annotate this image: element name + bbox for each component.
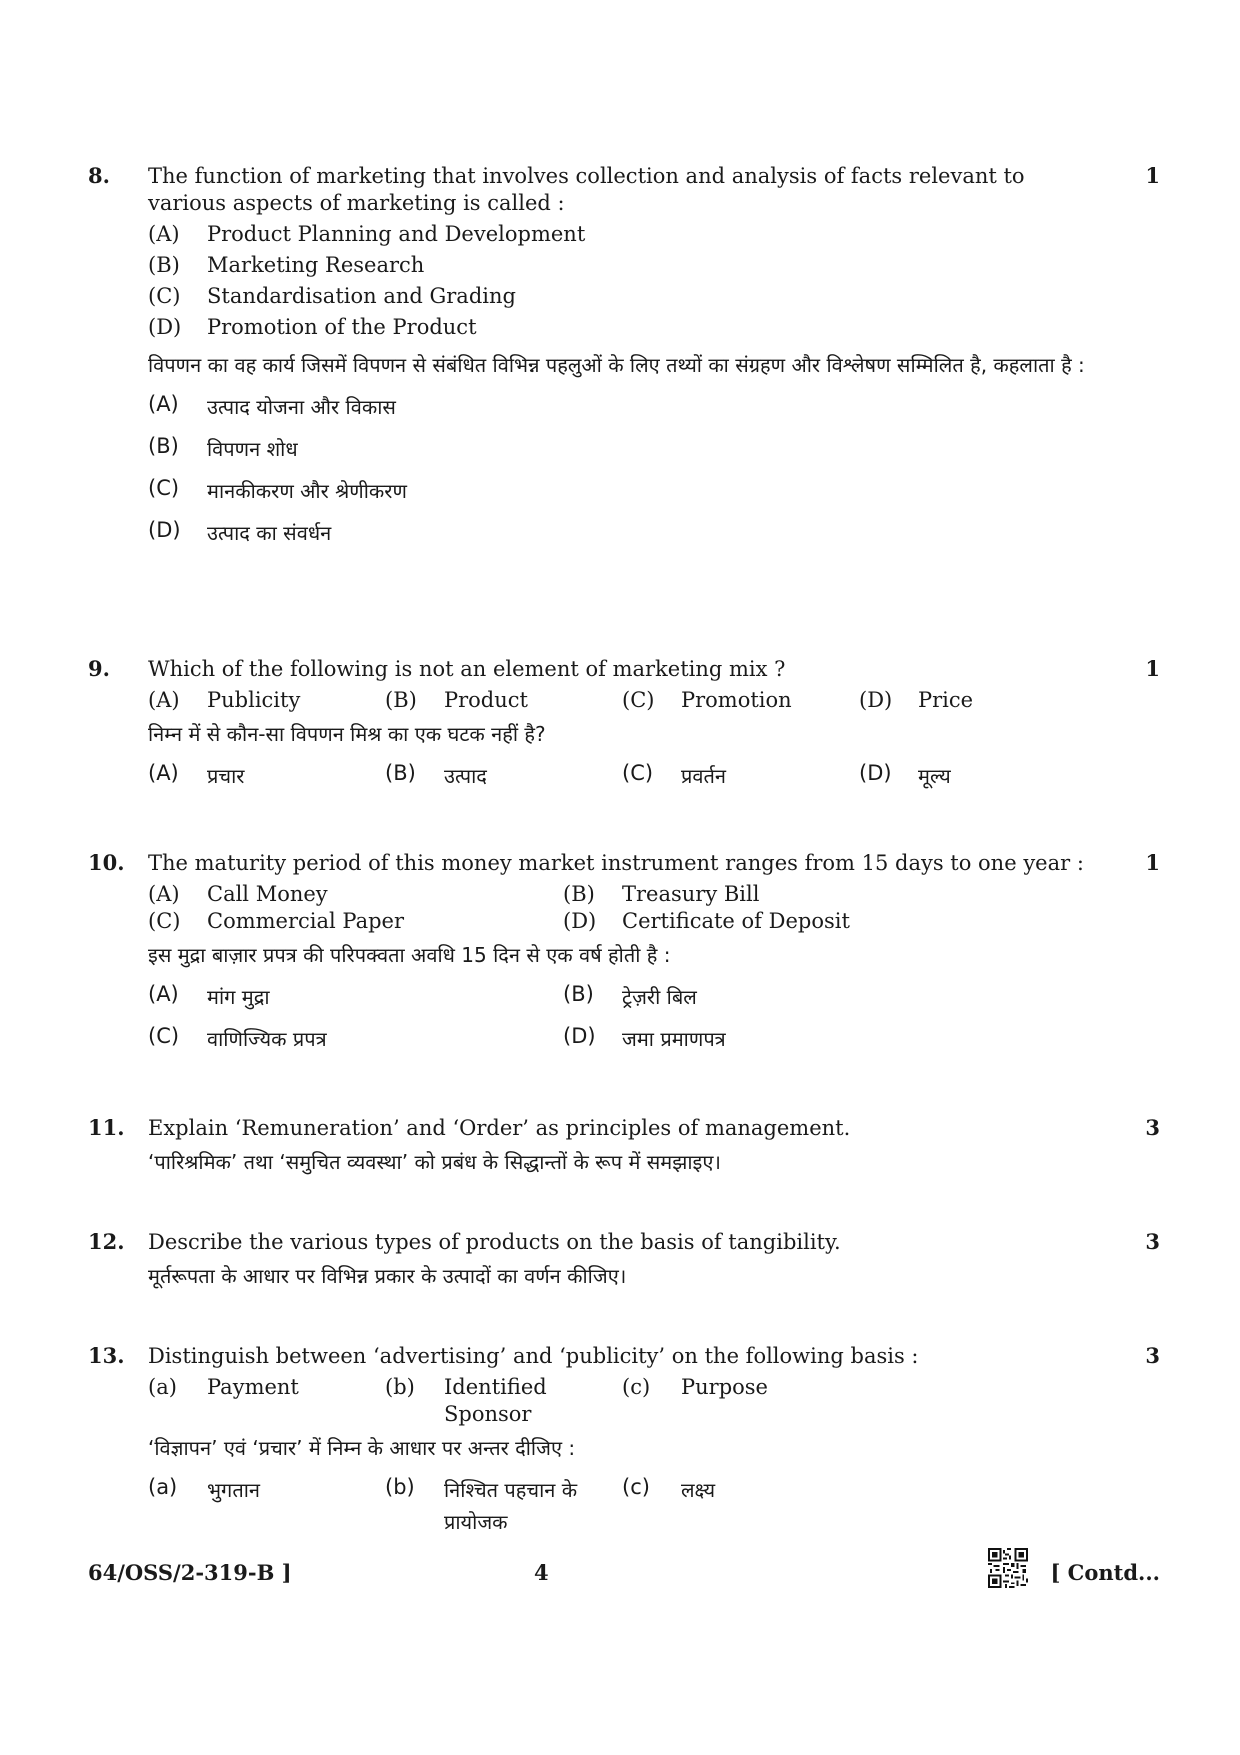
option-text: Commercial Paper — [207, 909, 405, 933]
marks: 3 — [1145, 1115, 1160, 1140]
option-text: मांग मुद्रा — [207, 985, 270, 1009]
option-text: वाणिज्यिक प्रपत्र — [207, 1027, 327, 1051]
option-label: (b) — [385, 1375, 415, 1399]
question-text-hi: इस मुद्रा बाज़ार प्रपत्र की परिपक्वता अवधि 15 दिन से एक वर्ष होती है : — [148, 943, 671, 967]
option-label: (D) — [563, 1024, 596, 1048]
options-row-hi — [148, 760, 1100, 792]
option-label: (c) — [622, 1375, 651, 1399]
option-b-hi — [563, 981, 697, 1013]
option-a-hi — [148, 981, 563, 1013]
option-label: (C) — [148, 284, 181, 308]
option-label: (A) — [148, 392, 179, 416]
marks: 1 — [1145, 656, 1160, 681]
marks: 1 — [1145, 163, 1160, 188]
option-text: Certificate of Deposit — [622, 909, 850, 933]
option-a-hi — [148, 1474, 385, 1538]
question-13 — [88, 1343, 1160, 1538]
option-c-en — [148, 908, 563, 935]
option-text: Promotion — [681, 688, 792, 712]
option-d-en — [859, 687, 973, 714]
question-12 — [88, 1229, 1160, 1292]
option-label: (D) — [859, 688, 893, 712]
option-text: Purpose — [681, 1375, 768, 1399]
option-text: Payment — [207, 1375, 299, 1399]
page-footer — [88, 1560, 1160, 1600]
option-d-hi — [563, 1023, 726, 1055]
option-label: (C) — [622, 761, 654, 785]
option-label: (c) — [622, 1475, 650, 1499]
option-text: जमा प्रमाणपत्र — [622, 1027, 726, 1051]
option-d-hi — [148, 517, 1100, 549]
option-b-en — [148, 252, 1100, 279]
question-text-en: Describe the various types of products on the basis of tangibility. — [148, 1230, 841, 1254]
option-c-hi — [148, 1023, 563, 1055]
option-c-en — [622, 1374, 768, 1428]
option-text: Price — [918, 688, 974, 712]
option-text: उत्पाद योजना और विकास — [207, 395, 396, 419]
option-b-hi — [385, 1474, 622, 1538]
option-c-hi — [622, 1474, 715, 1538]
option-label: (B) — [385, 761, 416, 785]
qr-code-icon — [988, 1548, 1028, 1588]
option-label: (D) — [148, 518, 181, 542]
options-row-hi — [148, 1474, 1100, 1538]
option-b-en — [385, 687, 622, 714]
question-text-en: Distinguish between ‘advertising’ and ‘publicity’ on the following basis : — [148, 1344, 919, 1368]
option-a-hi — [148, 760, 385, 792]
option-d-en — [563, 908, 850, 935]
option-text: प्रचार — [207, 764, 245, 788]
question-text-en: The function of marketing that involves collection and analysis of facts relevant to various aspects of marketing is called : — [148, 164, 1025, 215]
question-number: 11. — [88, 1115, 125, 1140]
option-b-hi — [385, 760, 622, 792]
option-c-en — [622, 687, 859, 714]
option-text: Promotion of the Product — [207, 315, 477, 339]
option-c-en — [148, 283, 1100, 310]
option-label: (B) — [148, 434, 179, 458]
question-text-hi: ‘विज्ञापन’ एवं ‘प्रचार’ में निम्न के आधार पर अन्तर दीजिए : — [148, 1436, 576, 1460]
option-c-hi — [148, 475, 1100, 507]
continued-label: [ Contd... — [1050, 1560, 1160, 1585]
option-c-hi — [622, 760, 859, 792]
option-text: विपणन शोध — [207, 437, 298, 461]
option-text: उत्पाद — [444, 764, 487, 788]
question-number: 12. — [88, 1229, 125, 1254]
option-label: (D) — [859, 761, 892, 785]
question-text-en: The maturity period of this money market instrument ranges from 15 days to one year : — [148, 851, 1084, 875]
option-b-hi — [148, 433, 1100, 465]
option-label: (D) — [563, 909, 597, 933]
option-label: (A) — [148, 688, 180, 712]
option-text: भुगतान — [207, 1478, 260, 1502]
option-label: (C) — [148, 476, 180, 500]
marks: 3 — [1145, 1343, 1160, 1368]
options-row-en — [148, 908, 1100, 935]
option-label: (B) — [385, 688, 417, 712]
option-label: (A) — [148, 982, 179, 1006]
option-text: ट्रेज़री बिल — [622, 985, 697, 1009]
option-b-en — [385, 1374, 622, 1428]
option-text: मूल्य — [918, 764, 951, 788]
option-text: उत्पाद का संवर्धन — [207, 521, 332, 545]
option-a-en — [148, 687, 385, 714]
option-text: Product — [444, 688, 528, 712]
option-label: (B) — [563, 882, 595, 906]
option-label: (a) — [148, 1375, 177, 1399]
option-text: मानकीकरण और श्रेणीकरण — [207, 479, 407, 503]
option-text: लक्ष्य — [681, 1478, 716, 1502]
options-row-en — [148, 687, 1100, 714]
page-number: 4 — [534, 1560, 549, 1585]
question-text-en: Explain ‘Remuneration’ and ‘Order’ as principles of management. — [148, 1116, 851, 1140]
question-text-hi: मूर्तरूपता के आधार पर विभिन्न प्रकार के उत्पादों का वर्णन कीजिए। — [148, 1264, 627, 1288]
option-label: (A) — [148, 882, 180, 906]
question-11 — [88, 1115, 1160, 1178]
question-text-hi: निम्न में से कौन-सा विपणन मिश्र का एक घटक नहीं है? — [148, 722, 546, 746]
option-label: (A) — [148, 761, 179, 785]
question-number: 8. — [88, 163, 110, 188]
option-label: (a) — [148, 1475, 178, 1499]
question-9 — [88, 656, 1160, 792]
option-text: Marketing Research — [207, 253, 425, 277]
question-text-hi: ‘पारिश्रमिक’ तथा ‘समुचित व्यवस्था’ को प्रबंध के सिद्धान्तों के रूप में समझाइए। — [148, 1150, 722, 1174]
option-text: प्रवर्तन — [681, 764, 726, 788]
question-number: 13. — [88, 1343, 125, 1368]
option-a-en — [148, 221, 1100, 248]
option-a-en — [148, 881, 563, 908]
option-text: Standardisation and Grading — [207, 284, 516, 308]
option-label: (B) — [148, 253, 180, 277]
question-text-hi: विपणन का वह कार्य जिसमें विपणन से संबंधित विभिन्न पहलुओं के लिए तथ्यों का संग्रहण और विश्लेषण सम्मिलित है, कहलाता है : — [148, 353, 1085, 377]
question-text-en: Which of the following is not an element of marketing mix ? — [148, 657, 786, 681]
option-label: (A) — [148, 222, 180, 246]
option-text: Identified Sponsor — [444, 1375, 547, 1426]
option-text: Product Planning and Development — [207, 222, 586, 246]
option-label: (b) — [385, 1475, 415, 1499]
question-number: 10. — [88, 850, 125, 875]
option-d-hi — [859, 760, 951, 792]
option-text: Call Money — [207, 882, 328, 906]
options-row-hi — [148, 981, 1100, 1013]
question-8 — [88, 163, 1160, 549]
option-d-en — [148, 314, 1100, 341]
option-label: (D) — [148, 315, 182, 339]
option-text: Treasury Bill — [622, 882, 760, 906]
option-label: (B) — [563, 982, 594, 1006]
paper-code: 64/OSS/2-319-B ] — [88, 1560, 292, 1585]
marks: 3 — [1145, 1229, 1160, 1254]
option-label: (C) — [148, 909, 181, 933]
question-number: 9. — [88, 656, 110, 681]
option-label: (C) — [148, 1024, 180, 1048]
options-row-en — [148, 1374, 1100, 1428]
option-b-en — [563, 881, 759, 908]
question-10 — [88, 850, 1160, 1055]
option-label: (C) — [622, 688, 655, 712]
option-a-hi — [148, 391, 1100, 423]
option-text: निश्चित पहचान के प्रायोजक — [444, 1478, 578, 1534]
options-row-en — [148, 881, 1100, 908]
option-text: Publicity — [207, 688, 301, 712]
option-a-en — [148, 1374, 385, 1428]
marks: 1 — [1145, 850, 1160, 875]
options-row-hi — [148, 1023, 1100, 1055]
